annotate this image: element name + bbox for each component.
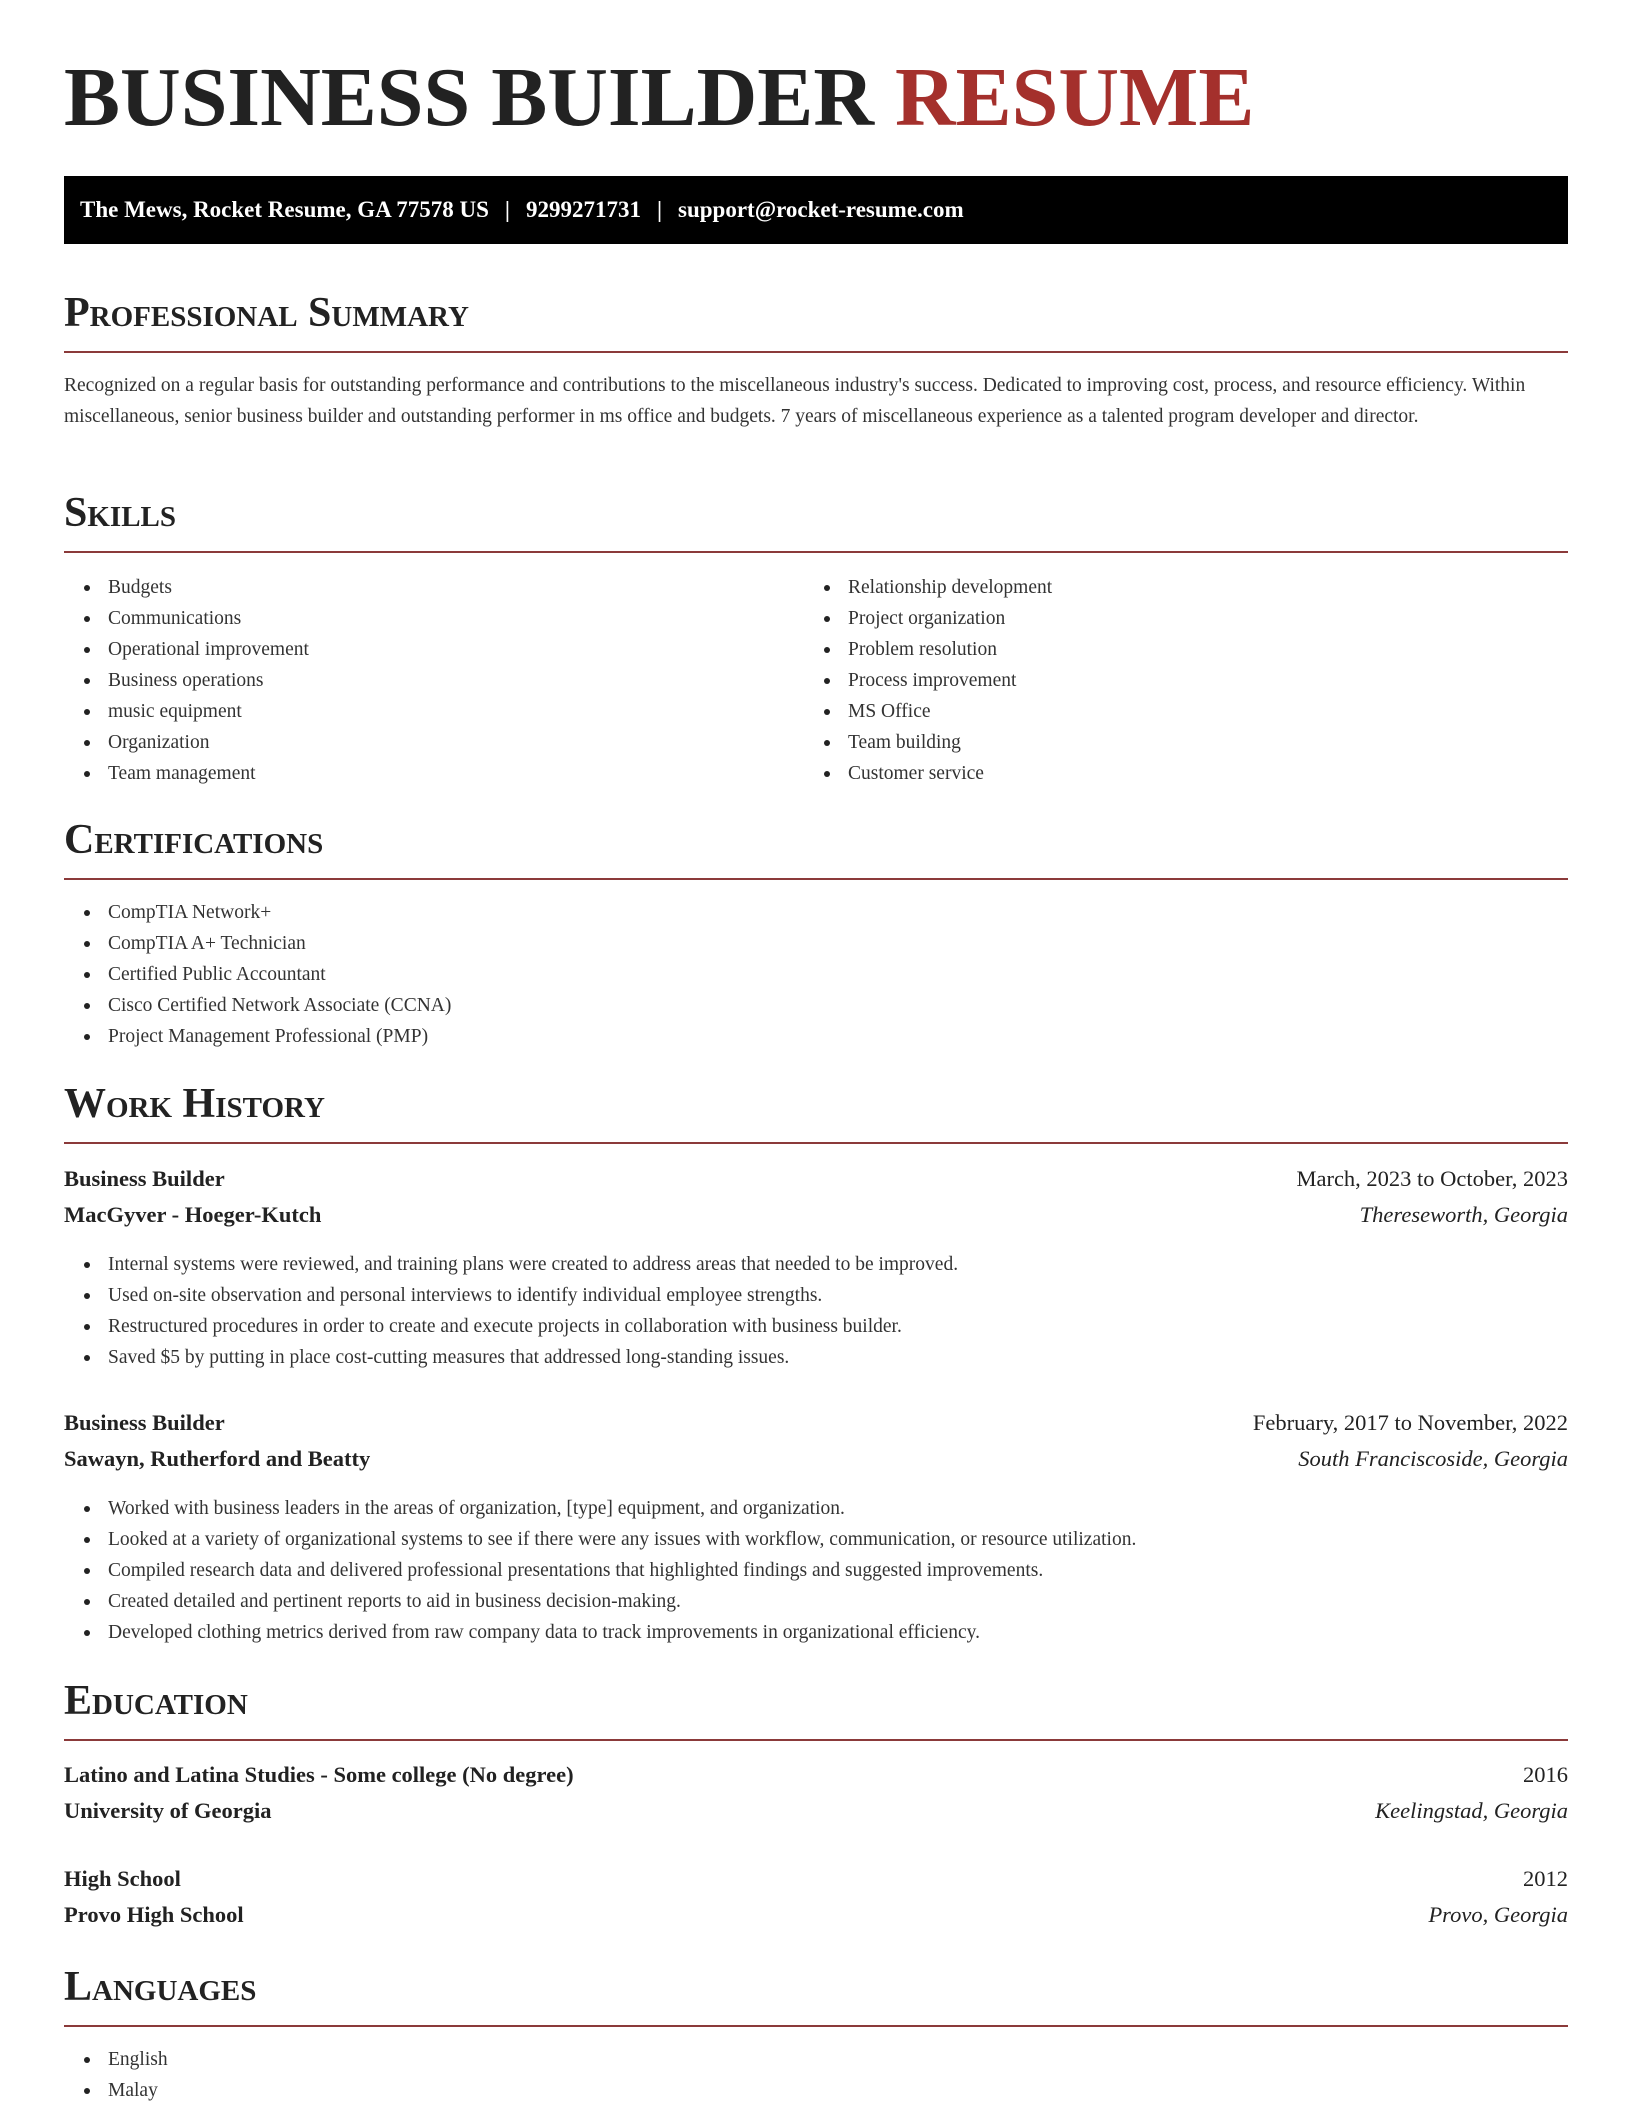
skill-item: Project organization bbox=[804, 603, 1052, 634]
skill-item: Budgets bbox=[64, 572, 309, 603]
section-title-skills: Skills bbox=[64, 490, 177, 536]
skill-item: Organization bbox=[64, 727, 309, 758]
job-dates: February, 2017 to November, 2022 bbox=[1252, 1410, 1568, 1435]
education-subheader bbox=[64, 1796, 1568, 1826]
title-part-1: BUSINESS BUILDER bbox=[64, 51, 874, 144]
job-header bbox=[64, 1164, 1568, 1194]
section-divider bbox=[64, 2025, 1568, 2027]
skills-list-left bbox=[64, 572, 309, 789]
job-bullet: Restructured procedures in order to create and execute projects in collaboration with business builder. bbox=[64, 1311, 958, 1342]
job-dates: March, 2023 to October, 2023 bbox=[1296, 1166, 1568, 1191]
education-header bbox=[64, 1760, 1568, 1790]
contact-separator: | bbox=[656, 197, 663, 222]
languages-list bbox=[64, 2044, 168, 2106]
summary-text: Recognized on a regular basis for outstanding performance and contributions to the miscellaneous industry's success. Dedicated to improving cost, process, and resource efficiency. Within miscellaneous, senior business builder and outstanding performer in ms office and budgets. 7 years of miscellaneous experience as a talented program developer and director. bbox=[64, 375, 1526, 427]
education-degree: Latino and Latina Studies - Some college (No degree) bbox=[64, 1762, 574, 1787]
contact-bar bbox=[64, 176, 1568, 244]
skill-item: Business operations bbox=[64, 665, 309, 696]
skills-list-right bbox=[804, 572, 1052, 789]
skill-item: Communications bbox=[64, 603, 309, 634]
certification-item: CompTIA A+ Technician bbox=[64, 928, 451, 959]
contact-separator: | bbox=[504, 197, 510, 222]
section-title-certifications: Certifications bbox=[64, 817, 324, 863]
job-title: Business Builder bbox=[64, 1166, 225, 1191]
section-divider bbox=[64, 351, 1568, 353]
skill-item: Team management bbox=[64, 758, 309, 789]
section-title-languages: Languages bbox=[64, 1964, 257, 2010]
job-location: Thereseworth, Georgia bbox=[1359, 1202, 1568, 1227]
resume-title bbox=[64, 51, 1255, 144]
skill-item: Team building bbox=[804, 727, 1052, 758]
job-bullet: Compiled research data and delivered professional presentations that highlighted findings and suggested improvements. bbox=[64, 1555, 1136, 1586]
skill-item: music equipment bbox=[64, 696, 309, 727]
education-school: University of Georgia bbox=[64, 1798, 272, 1823]
skill-item: MS Office bbox=[804, 696, 1052, 727]
section-divider bbox=[64, 878, 1568, 880]
skill-item: Operational improvement bbox=[64, 634, 309, 665]
contact-email: support@rocket-resume.com bbox=[678, 197, 964, 222]
job-header bbox=[64, 1408, 1568, 1438]
job-bullet: Looked at a variety of organizational systems to see if there were any issues with workflow, communication, or resource utilization. bbox=[64, 1524, 1136, 1555]
skill-item: Relationship development bbox=[804, 572, 1052, 603]
job-subheader bbox=[64, 1444, 1568, 1474]
certification-item: CompTIA Network+ bbox=[64, 897, 451, 928]
job-company: Sawayn, Rutherford and Beatty bbox=[64, 1446, 371, 1471]
education-school: Provo High School bbox=[64, 1902, 244, 1927]
skill-item: Problem resolution bbox=[804, 634, 1052, 665]
section-divider bbox=[64, 551, 1568, 553]
job-title: Business Builder bbox=[64, 1410, 225, 1435]
certification-item: Project Management Professional (PMP) bbox=[64, 1021, 451, 1052]
job-company: MacGyver - Hoeger-Kutch bbox=[64, 1202, 322, 1227]
education-header bbox=[64, 1864, 1568, 1894]
job-bullets bbox=[64, 1493, 1136, 1648]
education-year: 2016 bbox=[1523, 1762, 1568, 1787]
job-bullets bbox=[64, 1249, 958, 1373]
education-location: Provo, Georgia bbox=[1428, 1902, 1568, 1927]
education-location: Keelingstad, Georgia bbox=[1375, 1798, 1568, 1823]
section-divider bbox=[64, 1739, 1568, 1741]
section-title-summary: Professional Summary bbox=[64, 290, 469, 336]
job-bullet: Used on-site observation and personal interviews to identify individual employee strengths. bbox=[64, 1280, 958, 1311]
certifications-list bbox=[64, 897, 451, 1052]
job-bullet: Saved $5 by putting in place cost-cutting measures that addressed long-standing issues. bbox=[64, 1342, 958, 1373]
section-divider bbox=[64, 1142, 1568, 1144]
section-title-education: Education bbox=[64, 1678, 248, 1724]
contact-address: The Mews, Rocket Resume, GA 77578 US bbox=[80, 197, 489, 222]
certification-item: Cisco Certified Network Associate (CCNA) bbox=[64, 990, 451, 1021]
skill-item: Customer service bbox=[804, 758, 1052, 789]
education-subheader bbox=[64, 1900, 1568, 1930]
education-year: 2012 bbox=[1523, 1866, 1568, 1891]
skill-item: Process improvement bbox=[804, 665, 1052, 696]
job-location: South Franciscoside, Georgia bbox=[1298, 1446, 1568, 1471]
contact-phone: 9299271731 bbox=[525, 197, 641, 222]
job-bullet: Worked with business leaders in the areas of organization, [type] equipment, and organization. bbox=[64, 1493, 1136, 1524]
language-item: Malay bbox=[64, 2075, 168, 2106]
job-bullet: Created detailed and pertinent reports to aid in business decision-making. bbox=[64, 1586, 1136, 1617]
language-item: English bbox=[64, 2044, 168, 2075]
education-degree: High School bbox=[64, 1866, 181, 1891]
job-bullet: Internal systems were reviewed, and training plans were created to address areas that needed to be improved. bbox=[64, 1249, 958, 1280]
title-part-2: RESUME bbox=[894, 51, 1255, 144]
job-bullet: Developed clothing metrics derived from raw company data to track improvements in organizational efficiency. bbox=[64, 1617, 1136, 1648]
certification-item: Certified Public Accountant bbox=[64, 959, 451, 990]
job-subheader bbox=[64, 1200, 1568, 1230]
section-title-work-history: Work History bbox=[64, 1081, 325, 1127]
